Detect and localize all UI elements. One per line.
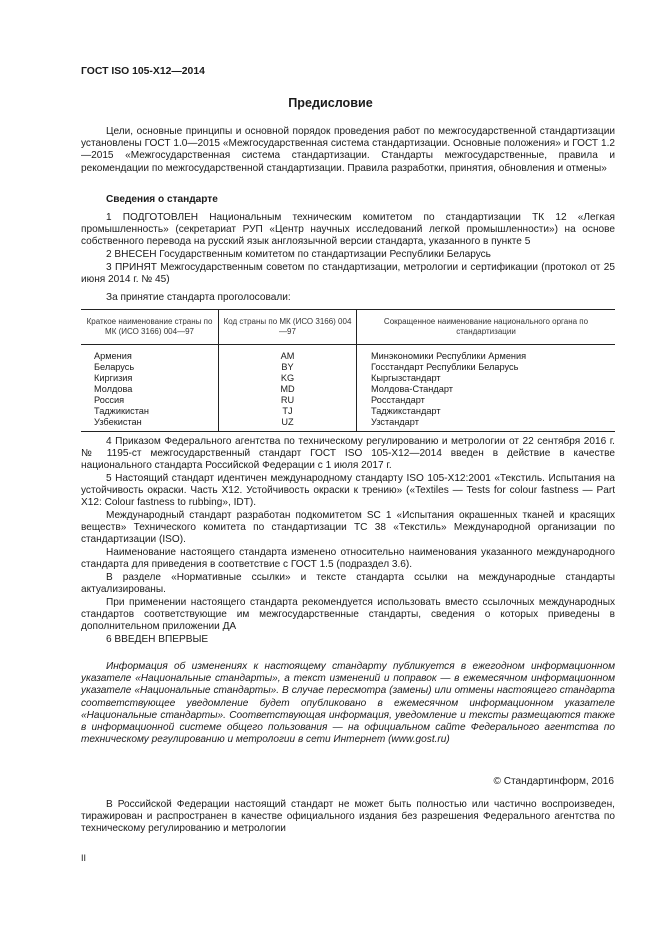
header-code: Код страны по МК (ИСО 3166) 004—97 bbox=[219, 310, 357, 345]
vote-intro: За принятие стандарта проголосовали: bbox=[106, 292, 291, 303]
cell-code: RU bbox=[219, 395, 357, 406]
section-title: Сведения о стандарте bbox=[106, 194, 218, 205]
cell-body: Минэкономики Республики Армения bbox=[371, 351, 527, 361]
cell-body: Росстандарт bbox=[371, 395, 425, 405]
cell-country: Армения bbox=[94, 351, 132, 361]
cell-code: MD bbox=[219, 384, 357, 395]
cell-country: Молдова bbox=[94, 384, 133, 394]
cell-country: Беларусь bbox=[94, 362, 135, 372]
item-2-paragraph: 2 ВНЕСЕН Государственным комитетом по стандартизации Республики Беларусь bbox=[106, 249, 491, 260]
table-row bbox=[81, 395, 615, 406]
document-code-header: ГОСТ ISO 105-X12—2014 bbox=[81, 66, 205, 77]
item-5-paragraph-3: Наименование настоящего стандарта изменено относительно наименования указанного международного стандарта для приведения в соответствие с ГОСТ 1.5 (подраздел 3.6). bbox=[81, 547, 615, 571]
page-title: Предисловие bbox=[288, 96, 373, 110]
item-1-paragraph: 1 ПОДГОТОВЛЕН Национальным техническим комитетом по стандартизации ТК 12 «Легкая промышленность» (секретариат РУП «Центр научных исследований легкой промышленности») на основе собственного перевода на русский язык англоязычной версии стандарта, указанного в пункте 5 bbox=[81, 212, 615, 248]
cell-country: Таджикистан bbox=[94, 406, 149, 416]
item-4-paragraph: 4 Приказом Федерального агентства по техническому регулированию и метрологии от 22 сентября 2016 г. № 1195-ст межгосударственный стандарт ГОСТ ISO 105-X12—2014 введен в действие в качестве национального стандарта Российской Федерации с 1 июля 2017 г. bbox=[81, 436, 615, 472]
cell-country: Россия bbox=[94, 395, 125, 405]
item-5-paragraph-4: В разделе «Нормативные ссылки» и тексте стандарта ссылки на международные стандарты актуализированы. bbox=[81, 572, 615, 596]
cell-body: Узстандарт bbox=[357, 417, 616, 432]
table-row bbox=[81, 373, 615, 384]
header-body: Сокращенное наименование национального органа по стандартизации bbox=[357, 310, 616, 345]
cell-code: TJ bbox=[219, 406, 357, 417]
table-row bbox=[81, 362, 615, 373]
copyright-line: © Стандартинформ, 2016 bbox=[493, 776, 614, 787]
cell-code: KG bbox=[219, 373, 357, 384]
cell-body: Молдова-Стандарт bbox=[371, 384, 453, 394]
table-row bbox=[81, 384, 615, 395]
changes-info-paragraph: Информация об изменениях к настоящему стандарту публикуется в ежегодном информационном указателе «Национальные стандарты», а текст изменений и поправок — в ежемесячном информационном указателе «Национальные стандарты». В случае пересмотра (замены) или отмены настоящего стандарта соответствующее уведомление будет опубликовано в ежемесячном информационном указателе «Национальные стандарты». Соответствующая информация, уведомление и тексты размещаются также в информационной системе общего пользования — на официальном сайте Федерального агентства по техническому регулированию и метрологии в сети Интернет (www.gost.ru) bbox=[81, 661, 615, 746]
cell-code: AM bbox=[219, 345, 357, 363]
cell-code: BY bbox=[219, 362, 357, 373]
cell-body: Госстандарт Республики Беларусь bbox=[371, 362, 519, 372]
table-row bbox=[81, 345, 615, 363]
header-country: Краткое наименование страны по МК (ИСО 3166) 004—97 bbox=[81, 310, 219, 345]
intro-paragraph: Цели, основные принципы и основной порядок проведения работ по межгосударственной стандартизации установлены ГОСТ 1.0—2015 «Межгосударственная система стандартизации. Основные положения» и ГОСТ 1.2—2015 «Межгосударственная система стандартизации. Стандарты межгосударственные, правила и рекомендации по межгосударственной стандартизации. Правила разработки, принятия, обновления и отмены» bbox=[81, 126, 615, 174]
vote-table bbox=[81, 309, 615, 432]
vote-table-header-row bbox=[81, 310, 615, 345]
table-row bbox=[81, 417, 615, 432]
cell-country: Узбекистан bbox=[81, 417, 219, 432]
item-3-paragraph: 3 ПРИНЯТ Межгосударственным советом по стандартизации, метрологии и сертификации (протокол от 25 июня 2014 г. № 45) bbox=[81, 262, 615, 286]
page-number: II bbox=[81, 853, 87, 863]
item-5-paragraph: 5 Настоящий стандарт идентичен международному стандарту ISO 105-X12:2001 «Текстиль. Испытания на устойчивость окраски. Часть X12. Устойчивость окраски к трению» («Textiles — Tests for colour fastness — Part X12: Colour fastness to rubbing», IDT). bbox=[81, 473, 615, 509]
item-5-paragraph-5: При применении настоящего стандарта рекомендуется использовать вместо ссылочных международных стандартов соответствующие им межгосударственные стандарты, сведения о которых приведены в дополнительном приложении ДА bbox=[81, 597, 615, 633]
item-6-paragraph: 6 ВВЕДЕН ВПЕРВЫЕ bbox=[106, 634, 209, 645]
cell-body: Кыргызстандарт bbox=[371, 373, 441, 383]
reproduction-notice: В Российской Федерации настоящий стандарт не может быть полностью или частично воспроизведен, тиражирован и распространен в качестве официального издания без разрешения Федерального агентства по техническому регулированию и метрологии bbox=[81, 799, 615, 835]
cell-country: Киргизия bbox=[94, 373, 133, 383]
table-row bbox=[81, 406, 615, 417]
item-5-paragraph-2: Международный стандарт разработан подкомитетом SC 1 «Испытания окрашенных тканей и красящих веществ» Технического комитета по стандартизации ТС 38 «Текстиль» Международной организации по стандартизации (ISO). bbox=[81, 510, 615, 546]
cell-body: Таджикстандарт bbox=[371, 406, 441, 416]
cell-code: UZ bbox=[219, 417, 357, 432]
